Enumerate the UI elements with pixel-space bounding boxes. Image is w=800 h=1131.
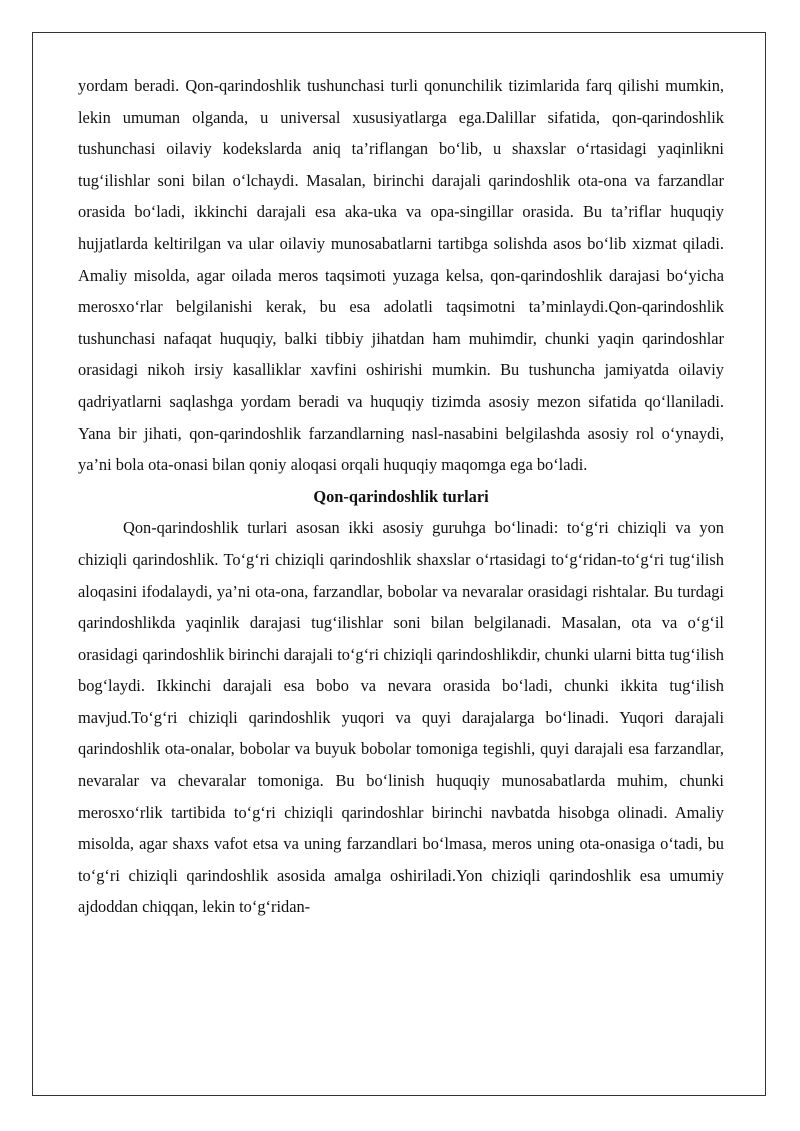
document-body: [78, 70, 724, 923]
section-heading: Qon-qarindoshlik turlari: [313, 486, 489, 506]
body-paragraph: yordam beradi. Qon-qarindoshlik tushunchasi turli qonunchilik tizimlarida farq qilishi mumkin, lekin umuman olganda, u universal xususiyatlarga ega.Dalillar sifatida, qon-qarindoshlik tushunchasi oilaviy kodekslarda aniq ta’riflangan bo‘lib, u shaxslar o‘rtasidagi yaqinlikni tug‘ilishlar soni bilan o‘lchaydi. Masalan, birinchi darajali qarindoshlik ota-ona va farzandlar orasida bo‘ladi, ikkinchi darajali esa aka-uka va opa-singillar orasida. Bu ta’riflar huquqiy hujjatlarda keltirilgan va ular oilaviy munosabatlarni tartibga solishda asos bo‘lib xizmat qiladi. Amaliy misolda, agar oilada meros taqsimoti yuzaga kelsa, qon-qarindoshlik darajasi bo‘yicha merosxo‘rlar belgilanishi kerak, bu esa adolatli taqsimotni ta’minlaydi.Qon-qarindoshlik tushunchasi nafaqat huquqiy, balki tibbiy jihatdan ham muhimdir, chunki yaqin qarindoshlar orasidagi nikoh irsiy kasalliklar xavfini oshirishi mumkin. Bu tushuncha jamiyatda oilaviy qadriyatlarni saqlashga yordam beradi va huquqiy tizimda asosiy mezon sifatida qo‘llaniladi. Yana bir jihati, qon-qarindoshlik farzandlarning nasl-nasabini belgilashda asosiy rol o‘ynaydi, ya’ni bola ota-onasi bilan qoniy aloqasi orqali huquqiy maqomga ega bo‘ladi.: [78, 76, 724, 475]
body-paragraph: Qon-qarindoshlik turlari asosan ikki asosiy guruhga bo‘linadi: to‘g‘ri chiziqli va yon chiziqli qarindoshlik. To‘g‘ri chiziqli qarindoshlik shaxslar o‘rtasidagi to‘g‘ridan-to‘g‘ri tug‘ilish aloqasini ifodalaydi, ya’ni ota-ona, farzandlar, bobolar va nevaralar orasidagi rishtalar. Bu turdagi qarindoshlikda yaqinlik darajasi tug‘ilishlar soni bilan belgilanadi. Masalan, ota va o‘g‘il orasidagi qarindoshlik birinchi darajali to‘g‘ri chiziqli qarindoshlikdir, chunki ularni bitta tug‘ilish bog‘laydi. Ikkinchi darajali esa bobo va nevara orasida bo‘ladi, chunki ikkita tug‘ilish mavjud.To‘g‘ri chiziqli qarindoshlik yuqori va quyi darajalarga bo‘linadi. Yuqori darajali qarindoshlik ota-onalar, bobolar va buyuk bobolar tomoniga tegishli, quyi darajali esa farzandlar, nevaralar va chevaralar tomoniga. Bu bo‘linish huquqiy munosabatlarda muhim, chunki merosxo‘rlik tartibida to‘g‘ri chiziqli qarindoshlar birinchi navbatda hisobga olinadi. Amaliy misolda, agar shaxs vafot etsa va uning farzandlari bo‘lmasa, meros uning ota-onasiga o‘tadi, bu to‘g‘ri chiziqli qarindoshlik asosida amalga oshiriladi.Yon chiziqli qarindoshlik esa umumiy ajdoddan chiqqan, lekin to‘g‘ridan-: [78, 518, 724, 917]
